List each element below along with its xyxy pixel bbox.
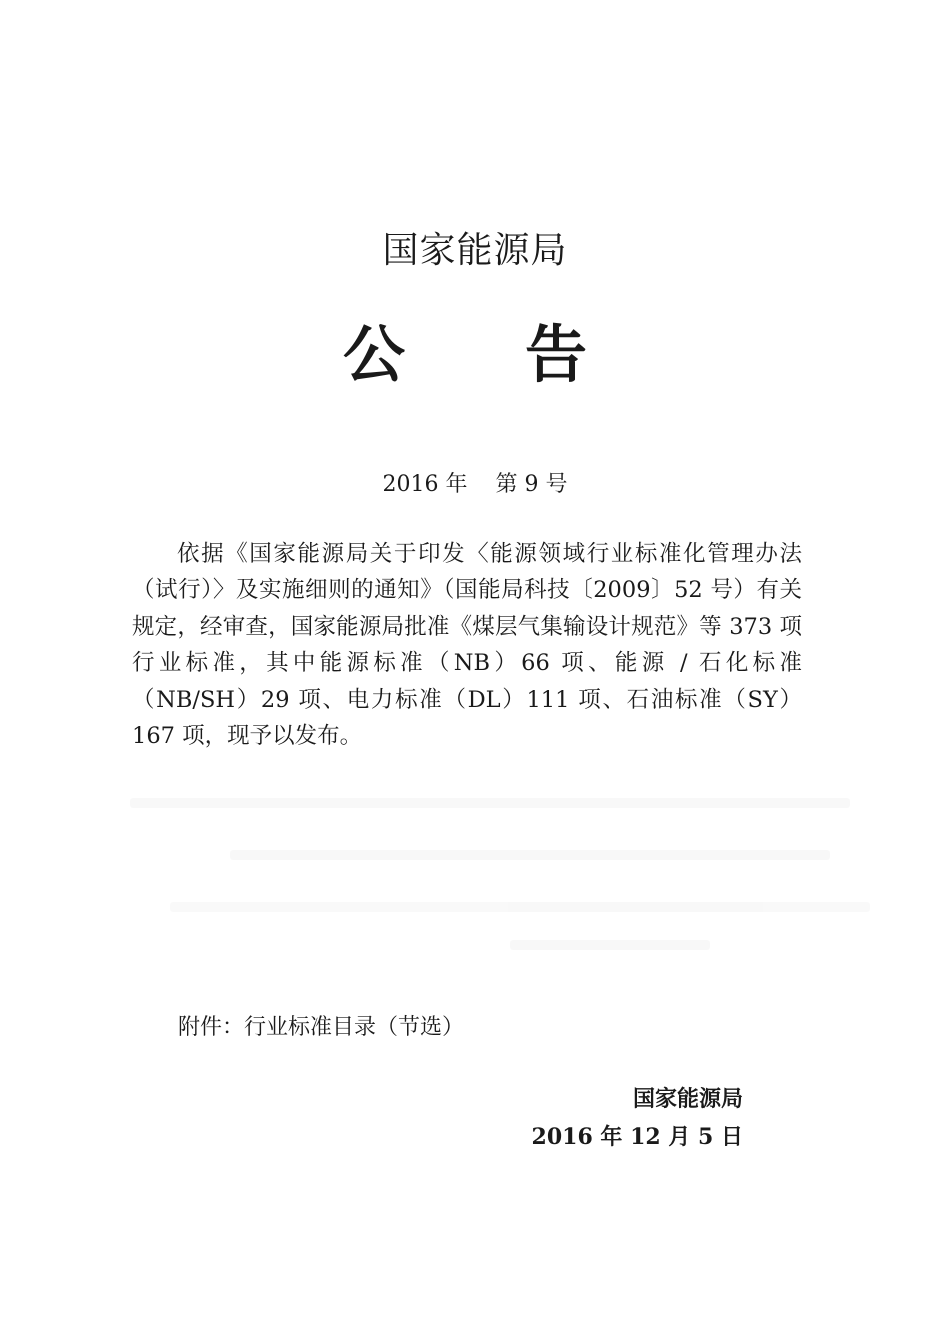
signature-date: 2016 年 12 月 5 日 bbox=[531, 1124, 743, 1150]
announcement-number bbox=[0, 467, 950, 498]
announcement-title bbox=[0, 305, 950, 391]
title-char-1: 公 bbox=[343, 318, 406, 391]
faint-bleed-through bbox=[130, 790, 900, 960]
announcement-issue-number: 第 9 号 bbox=[495, 472, 568, 497]
title-char-2: 告 bbox=[525, 318, 588, 391]
signature-organization: 国家能源局 bbox=[632, 1087, 743, 1112]
issuer-heading: 国家能源局 bbox=[382, 230, 568, 271]
attachment-note: 附件：行业标准目录（节选） bbox=[178, 1015, 465, 1040]
body-paragraph: 依据《国家能源局关于印发〈能源领域行业标准化管理办法（试行）〉及实施细则的通知》（国能局科技〔2009〕52 号）有关规定，经审查，国家能源局批准《煤层气集输设计规范》等 373 项行业标准，其中能源标准（NB）66 项、能源 / 石化标准（NB/SH）29 项、电力标准（DL）111 项、石油标准（SY）167 项，现予以发布。 bbox=[132, 541, 802, 750]
announcement-year: 2016 年 bbox=[382, 472, 468, 497]
